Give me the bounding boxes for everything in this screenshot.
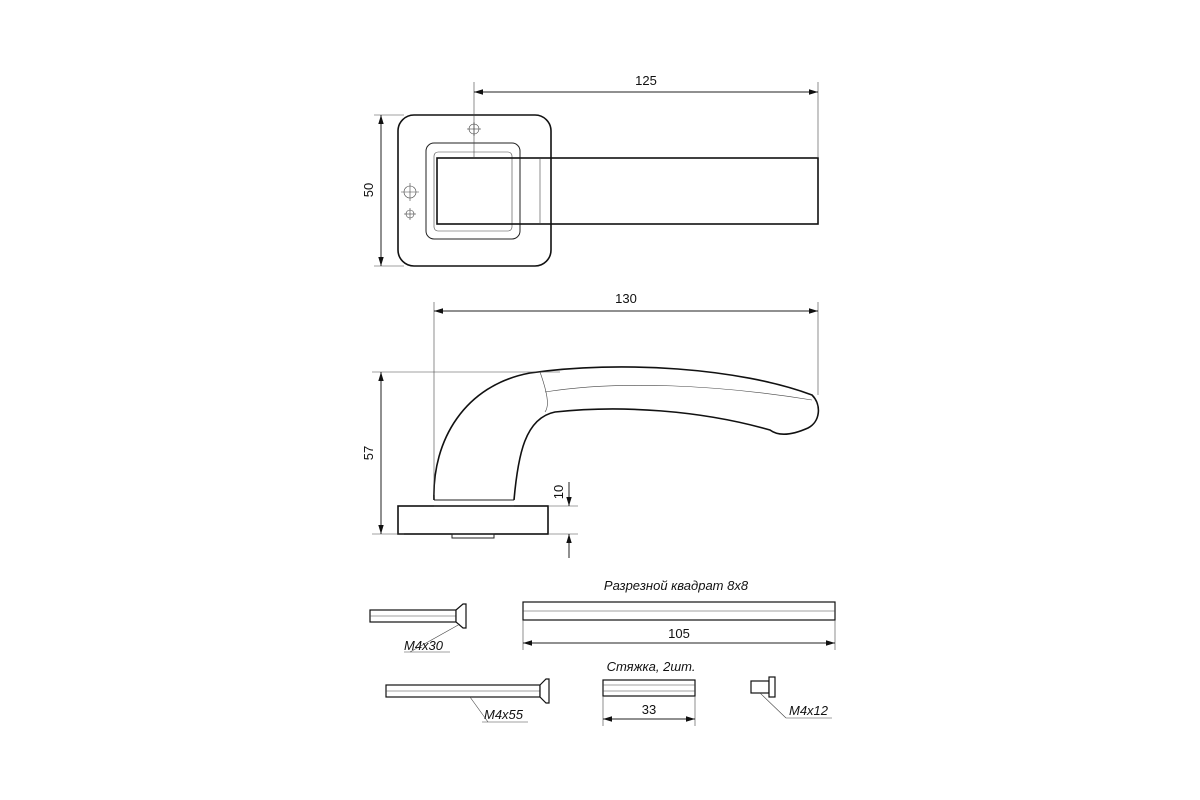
spindle-square [523, 602, 835, 620]
connector-label: Стяжка, 2шт. [606, 659, 696, 674]
top-view [361, 73, 818, 266]
screw-m4x55-label: М4х55 [484, 707, 524, 722]
dim-33-label: 33 [641, 702, 657, 717]
dim-57-label: 57 [361, 445, 376, 461]
dim-125-label: 125 [635, 73, 657, 88]
rose-base [398, 506, 548, 534]
spindle-label: Разрезной квадрат 8х8 [603, 578, 749, 593]
dim-10-label: 10 [551, 484, 566, 500]
side-view [361, 291, 818, 558]
screw-hole-left [401, 183, 419, 201]
dim-130-label: 130 [615, 291, 637, 306]
parts [370, 578, 835, 726]
screw-m4x55 [386, 679, 549, 722]
rose-plate-outline [398, 115, 551, 266]
dim-105-label: 105 [668, 626, 690, 641]
dim-50-label: 50 [361, 182, 376, 198]
lever-outline [437, 158, 818, 224]
lever-profile-edge [545, 385, 812, 400]
screw-m4x30-label: М4х30 [404, 638, 444, 653]
connector-sleeve [603, 680, 695, 696]
screw-m4x12-label: М4х12 [789, 703, 829, 718]
rose-inner-frame-2 [434, 152, 512, 231]
lever-profile [434, 367, 818, 500]
screw-hole-small [404, 208, 416, 220]
